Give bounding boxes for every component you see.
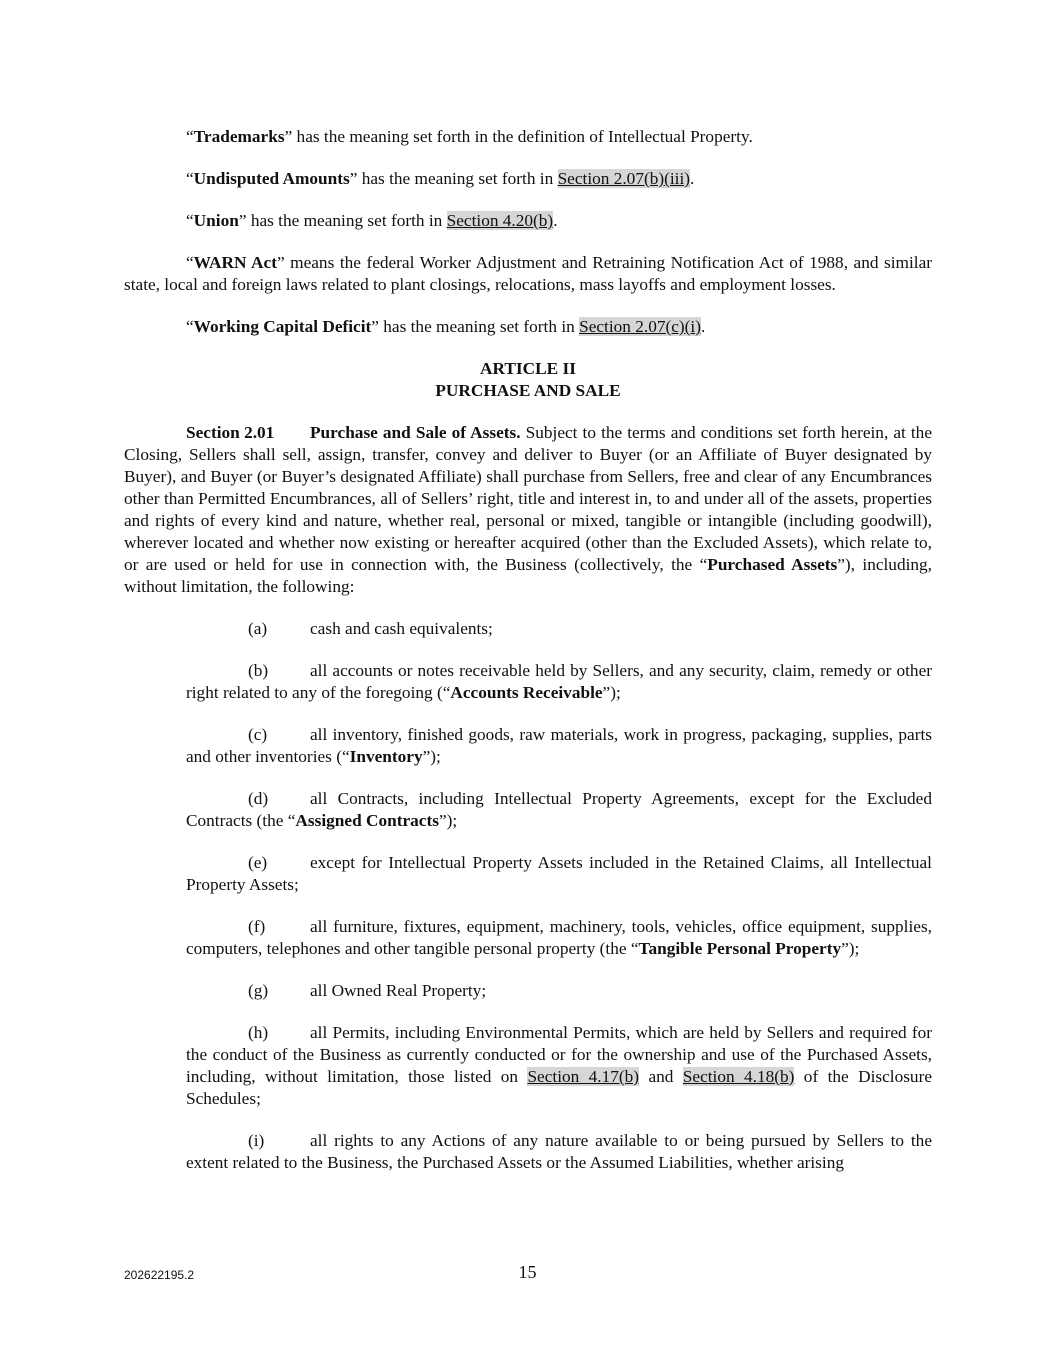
list-item-a: (a) cash and cash equivalents; — [248, 619, 493, 638]
article-number: ARTICLE II — [480, 359, 576, 378]
defined-term: Assigned Contracts — [295, 811, 439, 830]
definition-trademarks: “Trademarks” has the meaning set forth in the definition of Intellectual Property. — [186, 127, 753, 146]
defined-term: Purchased Assets — [707, 555, 838, 574]
defined-term: Trademarks — [193, 127, 285, 146]
section-2-01: Section 2.01 Purchase and Sale of Assets. Subject to the terms and conditions set forth herein, at the Closing, Sellers shall sell, assign, transfer, convey and deliver to Buyer (or an Affiliate of Buyer designated by Buyer), and Buyer (or Buyer’s designated Affiliate) shall purchase from Sellers, free and clear of any Encumbrances other than Permitted Encumbrances, all of Sellers’ right, title and interest in, to and under all of the assets, properties and rights of every kind and nature, whether real, personal or mixed, tangible or intangible (including goodwill), wherever located and whether now existing or hereafter acquired (other than the Excluded Assets), which relate to, or are used or held for use in connection with, the Business (collectively, the “Purchased Assets”), including, without limitation, the following: — [124, 423, 932, 596]
list-item-d: (d) all Contracts, including Intellectual Property Agreements, except for the Excluded Contracts (the “Assigned Contracts”); — [186, 789, 932, 830]
document-id: 202622195.2 — [124, 1268, 195, 1282]
item-label: (d) — [248, 789, 269, 808]
item-label: (i) — [248, 1131, 265, 1150]
defined-term: Accounts Receivable — [450, 683, 603, 702]
definition-warn-act: “WARN Act” means the federal Worker Adjustment and Retraining Notification Act of 1988, and similar state, local and foreign laws related to plant closings, relocations, mass layoffs and employment losses. — [124, 253, 932, 294]
cross-reference-link[interactable]: Section 2.07(c)(i) — [579, 317, 701, 336]
item-label: (a) — [248, 619, 268, 638]
list-item-h: (h) all Permits, including Environmental Permits, which are held by Sellers and required for the conduct of the Business as currently conducted or for the ownership and use of the Purchased Assets, including, without limitation, those listed on Section 4.17(b) and Section 4.18(b) of the Disclosure Schedules; — [186, 1023, 932, 1108]
definition-undisputed-amounts: “Undisputed Amounts” has the meaning set forth in Section 2.07(b)(iii). — [186, 169, 695, 188]
cross-reference-link[interactable]: Section 4.17(b) — [527, 1067, 640, 1086]
defined-term: WARN Act — [193, 253, 277, 272]
article-title: PURCHASE AND SALE — [435, 381, 621, 400]
item-label: (e) — [248, 853, 268, 872]
definition-working-capital-deficit: “Working Capital Deficit” has the meaning set forth in Section 2.07(c)(i). — [186, 317, 706, 336]
item-label: (g) — [248, 981, 269, 1000]
cross-reference-link[interactable]: Section 4.18(b) — [682, 1067, 795, 1086]
list-item-c: (c) all inventory, finished goods, raw materials, work in progress, packaging, supplies, parts and other inventories (“Inventory”); — [186, 725, 932, 766]
document-page — [124, 126, 932, 1194]
article-heading — [124, 358, 932, 402]
defined-term: Working Capital Deficit — [193, 317, 372, 336]
list-item-e: (e) except for Intellectual Property Assets included in the Retained Claims, all Intellectual Property Assets; — [186, 853, 932, 894]
list-item-i: (i) all rights to any Actions of any nature available to or being pursued by Sellers to the extent related to the Business, the Purchased Assets or the Assumed Liabilities, whether arising — [186, 1131, 932, 1172]
list-item-f: (f) all furniture, fixtures, equipment, machinery, tools, vehicles, office equipment, supplies, computers, telephones and other tangible personal property (the “Tangible Personal Property”); — [186, 917, 932, 958]
item-label: (b) — [248, 661, 269, 680]
cross-reference-link[interactable]: Section 2.07(b)(iii) — [557, 169, 691, 188]
cross-reference-link[interactable]: Section 4.20(b) — [446, 211, 554, 230]
list-item-b: (b) all accounts or notes receivable held by Sellers, and any security, claim, remedy or other right related to any of the foregoing (“Accounts Receivable”); — [186, 661, 932, 702]
section-title: Purchase and Sale of Assets. — [310, 423, 521, 442]
list-item-g: (g) all Owned Real Property; — [248, 981, 487, 1000]
defined-term: Undisputed Amounts — [193, 169, 350, 188]
page-number: 15 — [518, 1262, 537, 1282]
defined-term: Inventory — [349, 747, 423, 766]
item-label: (c) — [248, 725, 268, 744]
definition-union: “Union” has the meaning set forth in Section 4.20(b). — [186, 211, 558, 230]
section-number: Section 2.01 — [186, 423, 275, 442]
defined-term: Union — [193, 211, 239, 230]
defined-term: Tangible Personal Property — [638, 939, 842, 958]
item-label: (f) — [248, 917, 266, 936]
item-label: (h) — [248, 1023, 269, 1042]
